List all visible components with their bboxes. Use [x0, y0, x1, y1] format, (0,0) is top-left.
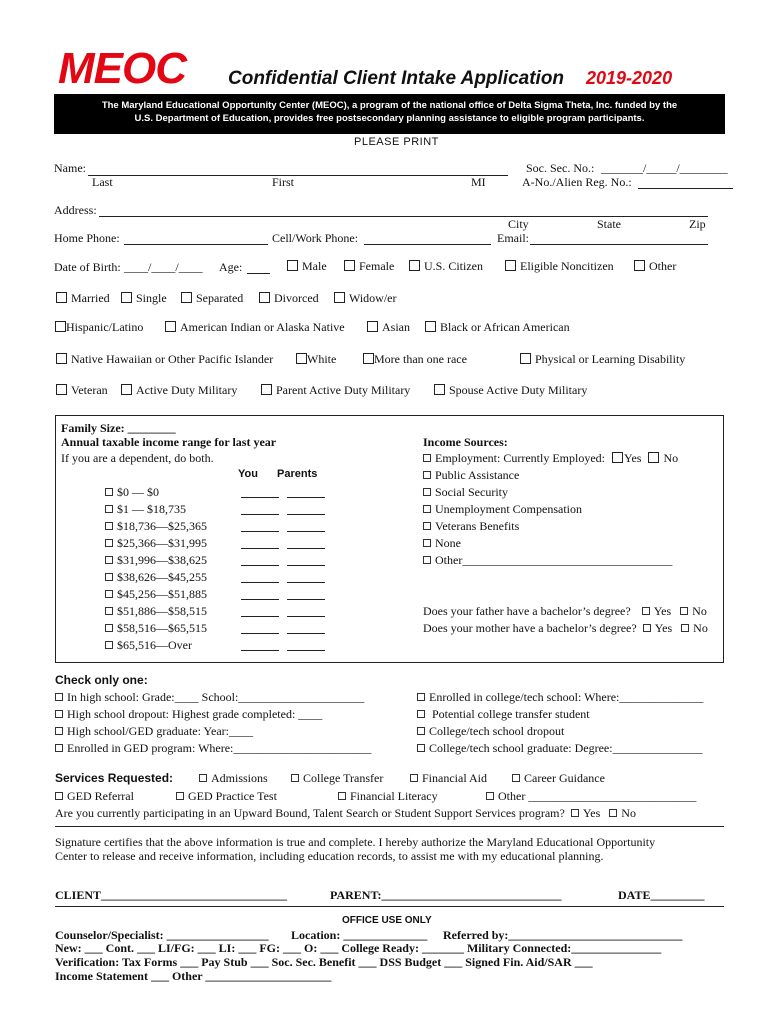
employed-no-label: No: [663, 451, 679, 465]
home-phone-label: Home Phone:: [54, 231, 120, 245]
office-verification-line: Verification: Tax Forms ___ Pay Stub ___ Soc. Sec. Benefit ___ DSS Budget ___ Signed Fin. Aid/SAR ___: [55, 955, 593, 969]
checkbox-icon[interactable]: [680, 607, 688, 615]
you-income-blank[interactable]: [241, 538, 279, 549]
parents-income-blank[interactable]: [287, 572, 325, 583]
parents-income-blank[interactable]: [287, 606, 325, 617]
disability[interactable]: [520, 352, 685, 367]
marital-divorced[interactable]: [259, 291, 319, 306]
mother-yes-label: Yes: [654, 621, 673, 635]
meoc-logo: MEOC: [58, 44, 186, 93]
checkbox-icon[interactable]: [105, 624, 113, 632]
name-label: Name:: [54, 161, 86, 175]
form-title: Confidential Client Intake Application: [228, 68, 565, 89]
marital-label: Married: [71, 291, 110, 305]
service-financial-literacy[interactable]: [338, 789, 438, 804]
checkbox-icon[interactable]: [423, 454, 431, 462]
parents-income-blank[interactable]: [287, 623, 325, 634]
checkbox-icon[interactable]: [181, 292, 192, 303]
service-label: Financial Aid: [422, 771, 487, 785]
ethnicity-white[interactable]: [296, 352, 336, 367]
signature-text-2: Center to release and receive information, including education records, to assist me with my educational planning.: [55, 849, 604, 863]
you-income-blank[interactable]: [241, 555, 279, 566]
name-mi-caption: MI: [471, 175, 486, 189]
father-no-label: No: [692, 604, 707, 618]
checkbox-icon[interactable]: [105, 488, 113, 496]
education-status-option[interactable]: [55, 741, 371, 756]
military-label: Spouse Active Duty Military: [449, 383, 588, 397]
education-status-label: College/tech school dropout: [429, 724, 565, 738]
services-heading: Services Requested:: [55, 771, 174, 785]
service-admissions[interactable]: [199, 771, 268, 786]
income-source-label: Social Security: [435, 485, 508, 499]
you-income-blank[interactable]: [241, 623, 279, 634]
parents-income-blank[interactable]: [287, 589, 325, 600]
checkbox-icon[interactable]: [423, 522, 431, 530]
ethnicity-label: Asian: [382, 320, 410, 334]
income-range-item[interactable]: [105, 485, 159, 500]
service-label: College Transfer: [303, 771, 384, 785]
name-last-caption: Last: [92, 175, 113, 189]
service-other[interactable]: [486, 789, 696, 804]
parents-income-blank[interactable]: [287, 504, 325, 515]
checkbox-icon[interactable]: [512, 774, 520, 782]
income-range-label: $51,886—$58,515: [117, 604, 207, 618]
income-range-label: $25,366—$31,995: [117, 536, 207, 550]
education-status-label: High school dropout: Highest grade completed: ____: [67, 707, 323, 721]
parents-income-blank[interactable]: [287, 555, 325, 566]
upward-question-label: Are you currently participating in an Upward Bound, Talent Search or Student Support Services program?: [55, 806, 565, 820]
checkbox-icon[interactable]: [410, 774, 418, 782]
marital-label: Divorced: [274, 291, 319, 305]
ethnicity-american-indian[interactable]: [165, 320, 345, 335]
checkbox-icon[interactable]: [417, 693, 425, 701]
checkbox-icon[interactable]: [105, 573, 113, 581]
checkbox-icon[interactable]: [121, 384, 132, 395]
marital-label: Separated: [196, 291, 244, 305]
service-label: GED Practice Test: [188, 789, 277, 803]
address-zip-caption: Zip: [689, 217, 706, 231]
employment-label: Employment: Currently Employed:: [435, 451, 605, 465]
ethnicity-black[interactable]: [425, 320, 570, 335]
ethnicity-label: Hispanic/Latino: [66, 320, 144, 334]
income-range-item[interactable]: [105, 638, 192, 653]
upward-no-label: No: [621, 806, 636, 820]
you-income-blank[interactable]: [241, 504, 279, 515]
checkbox-icon[interactable]: [261, 384, 272, 395]
mother-question-label: Does your mother have a bachelor’s degree?: [423, 621, 637, 635]
income-range-item[interactable]: [105, 604, 207, 619]
service-career-guidance[interactable]: [512, 771, 605, 786]
checkbox-icon[interactable]: [56, 353, 67, 364]
marital-label: Single: [136, 291, 167, 305]
income-range-label: $31,996—$38,625: [117, 553, 207, 567]
mother-degree-question: [423, 621, 708, 636]
checkbox-icon[interactable]: [105, 522, 113, 530]
checkbox-icon[interactable]: [648, 452, 659, 463]
us-citizen-label: U.S. Citizen: [424, 259, 483, 273]
checkbox-icon[interactable]: [105, 641, 113, 649]
checkbox-icon[interactable]: [296, 353, 307, 364]
marital-label: Widow/er: [349, 291, 397, 305]
family-size[interactable]: Family Size: ________: [61, 421, 176, 435]
military-label: Active Duty Military: [136, 383, 238, 397]
checkbox-icon[interactable]: [55, 727, 63, 735]
service-label: GED Referral: [67, 789, 134, 803]
email-label: Email:: [497, 231, 529, 245]
education-status-label: High school/GED graduate: Year:____: [67, 724, 253, 738]
parents-income-blank[interactable]: [287, 538, 325, 549]
father-yes-label: Yes: [653, 604, 672, 618]
checkbox-icon[interactable]: [165, 321, 176, 332]
income-range-label: $0 — $0: [117, 485, 159, 499]
signature-divider: [55, 826, 724, 827]
ssn-field[interactable]: _______/_____/________: [601, 161, 728, 175]
office-status-line: New: ___ Cont. ___ LI/FG: ___ LI: ___ FG: ___ O: ___ College Ready: _______ Military Connected:_______________: [55, 941, 662, 955]
checkbox-icon[interactable]: [434, 384, 445, 395]
ethnicity-more[interactable]: [363, 352, 467, 367]
income-sources-heading: Income Sources:: [423, 435, 508, 449]
income-range-item[interactable]: [105, 519, 207, 534]
male-label: Male: [302, 259, 327, 273]
checkbox-icon[interactable]: [486, 792, 494, 800]
service-label: Career Guidance: [524, 771, 605, 785]
income-range-label: $1 — $18,735: [117, 502, 186, 516]
marital-married[interactable]: [56, 291, 110, 306]
checkbox-icon[interactable]: [344, 260, 355, 271]
income-source-label: Other___________________________________: [435, 553, 673, 567]
income-source-label: Veterans Benefits: [435, 519, 520, 533]
female-label: Female: [359, 259, 395, 273]
checkbox-icon[interactable]: [571, 809, 579, 817]
header-banner: [54, 94, 725, 134]
ethnicity-label: American Indian or Alaska Native: [180, 320, 345, 334]
checkbox-icon[interactable]: [409, 260, 420, 271]
education-status-label: Enrolled in college/tech school: Where:______________: [429, 690, 704, 704]
income-range-label: $38,626—$45,255: [117, 570, 207, 584]
father-degree-question: [423, 604, 707, 619]
mother-no-label: No: [693, 621, 708, 635]
banner-line-2: U.S. Department of Education, provides free postsecondary planning assistance to eligible program participants.: [134, 113, 645, 124]
income-source-item[interactable]: [423, 536, 461, 551]
name-first-caption: First: [272, 175, 295, 189]
cell-phone-field[interactable]: [364, 232, 491, 245]
checkbox-icon[interactable]: [612, 452, 623, 463]
service-label: Other ____________________________: [498, 789, 697, 803]
income-source-item[interactable]: [423, 553, 672, 568]
income-source-item[interactable]: [423, 485, 508, 500]
checkbox-icon[interactable]: [121, 292, 132, 303]
checkbox-icon[interactable]: [423, 488, 431, 496]
checkbox-icon[interactable]: [520, 353, 531, 364]
checkbox-icon[interactable]: [367, 321, 378, 332]
address-city-caption: City: [508, 217, 529, 231]
alien-reg-label: A-No./Alien Reg. No.:: [522, 175, 632, 189]
gender-male[interactable]: [287, 259, 327, 274]
office-use-heading: OFFICE USE ONLY: [342, 915, 432, 926]
income-range-label: $45,256—$51,885: [117, 587, 207, 601]
income-range-label: $65,516—Over: [117, 638, 192, 652]
checkbox-icon[interactable]: [609, 809, 617, 817]
education-status-option[interactable]: [417, 724, 564, 739]
income-source-item[interactable]: [423, 502, 582, 517]
ethnicity-hawaiian[interactable]: [56, 352, 273, 367]
parent-signature[interactable]: PARENT:______________________________: [330, 888, 562, 902]
education-status-option[interactable]: [55, 707, 322, 722]
income-range-item[interactable]: [105, 536, 207, 551]
checkbox-icon[interactable]: [56, 384, 67, 395]
banner-line-1: The Maryland Educational Opportunity Center (MEOC), a program of the national office of Delta Sigma Theta, Inc. funded by the: [101, 100, 678, 111]
you-income-blank[interactable]: [241, 606, 279, 617]
income-source-label: Unemployment Compensation: [435, 502, 582, 516]
checkbox-icon[interactable]: [425, 321, 436, 332]
employed-yes-label: Yes: [623, 451, 642, 465]
you-column-header: You: [238, 468, 258, 480]
income-range-label: $58,516—$65,515: [117, 621, 207, 635]
checkbox-icon[interactable]: [334, 292, 345, 303]
checkbox-icon[interactable]: [259, 292, 270, 303]
income-source-item[interactable]: [423, 519, 519, 534]
checkbox-icon[interactable]: [291, 774, 299, 782]
parents-income-blank[interactable]: [287, 521, 325, 532]
service-label: Admissions: [211, 771, 268, 785]
check-only-heading: Check only one:: [55, 673, 148, 687]
alien-reg-field[interactable]: [638, 176, 733, 189]
checkbox-icon[interactable]: [199, 774, 207, 782]
checkbox-icon[interactable]: [105, 607, 113, 615]
checkbox-icon[interactable]: [55, 744, 63, 752]
service-college-transfer[interactable]: [291, 771, 383, 786]
checkbox-icon[interactable]: [55, 792, 63, 800]
ethnicity-label: More than one race: [374, 352, 467, 366]
dependent-note: If you are a dependent, do both.: [61, 451, 214, 465]
marital-widow[interactable]: [334, 291, 397, 306]
dob-label: Date of Birth:: [54, 260, 121, 274]
education-status-option[interactable]: [55, 690, 364, 705]
address-state-caption: State: [597, 217, 621, 231]
checkbox-icon[interactable]: [417, 727, 425, 735]
marital-separated[interactable]: [181, 291, 243, 306]
citizenship-us[interactable]: [409, 259, 483, 274]
you-income-blank[interactable]: [241, 589, 279, 600]
eligible-noncitizen-label: Eligible Noncitizen: [520, 259, 614, 273]
education-status-option[interactable]: [55, 724, 253, 739]
education-status-option[interactable]: [417, 741, 703, 756]
you-income-blank[interactable]: [241, 572, 279, 583]
you-income-blank[interactable]: [241, 640, 279, 651]
checkbox-icon[interactable]: [505, 260, 516, 271]
checkbox-icon[interactable]: [105, 505, 113, 513]
income-range-item[interactable]: [105, 553, 207, 568]
home-phone-field[interactable]: [124, 232, 268, 245]
checkbox-icon[interactable]: [55, 693, 63, 701]
checkbox-icon[interactable]: [55, 710, 63, 718]
checkbox-icon[interactable]: [338, 792, 346, 800]
ethnicity-label: White: [307, 352, 337, 366]
military-veteran[interactable]: [56, 383, 108, 398]
office-divider: [55, 906, 724, 907]
military-spouse[interactable]: [434, 383, 587, 398]
income-range-item[interactable]: [105, 570, 207, 585]
you-income-blank[interactable]: [241, 521, 279, 532]
signature-date[interactable]: DATE_________: [618, 888, 705, 902]
age-label: Age:: [219, 260, 243, 274]
please-print: PLEASE PRINT: [354, 136, 439, 148]
military-parent[interactable]: [261, 383, 410, 398]
client-signature[interactable]: CLIENT_______________________________: [55, 888, 288, 902]
education-status-label: College/tech school graduate: Degree:_______________: [429, 741, 703, 755]
military-label: Veteran: [71, 383, 108, 397]
ethnicity-label: Native Hawaiian or Other Pacific Islander: [71, 352, 274, 366]
service-ged-referral[interactable]: [55, 789, 134, 804]
income-source-label: Public Assistance: [435, 468, 520, 482]
income-source-label: None: [435, 536, 461, 550]
you-income-blank[interactable]: [241, 487, 279, 498]
disability-label: Physical or Learning Disability: [535, 352, 686, 366]
office-location[interactable]: Location: ______________: [291, 928, 428, 942]
citizenship-other[interactable]: [634, 259, 676, 274]
upward-yes-label: Yes: [582, 806, 601, 820]
checkbox-icon[interactable]: [363, 353, 374, 364]
office-counselor[interactable]: Counselor/Specialist: _________________: [55, 928, 269, 942]
income-range-heading: Annual taxable income range for last year: [61, 435, 277, 449]
education-status-label: In high school: Grade:____ School:_____________________: [67, 690, 365, 704]
parents-column-header: Parents: [277, 468, 318, 480]
education-status-option[interactable]: [417, 707, 590, 722]
ssn-label: Soc. Sec. No.:: [526, 161, 595, 175]
checkbox-icon[interactable]: [56, 292, 67, 303]
office-referred-by[interactable]: Referred by:_____________________________: [443, 928, 683, 942]
age-field[interactable]: [247, 261, 270, 274]
marital-single[interactable]: [121, 291, 167, 306]
checkbox-icon[interactable]: [105, 590, 113, 598]
cell-phone-label: Cell/Work Phone:: [272, 231, 359, 245]
service-financial-aid[interactable]: [410, 771, 487, 786]
address-label: Address:: [54, 203, 97, 217]
source-employment[interactable]: [423, 451, 678, 466]
service-label: Financial Literacy: [350, 789, 438, 803]
name-field[interactable]: [88, 162, 508, 176]
ethnicity-label: Black or African American: [440, 320, 570, 334]
checkbox-icon[interactable]: [423, 505, 431, 513]
checkbox-icon[interactable]: [287, 260, 298, 271]
checkbox-icon[interactable]: [176, 792, 184, 800]
address-field[interactable]: [99, 204, 708, 217]
signature-text-1: Signature certifies that the above information is true and complete. I hereby authorize the Maryland Educational Opportunity: [55, 835, 656, 849]
other-label: Other: [649, 259, 677, 273]
military-label: Parent Active Duty Military: [276, 383, 411, 397]
education-status-label: Potential college transfer student: [429, 707, 590, 721]
checkbox-icon[interactable]: [423, 539, 431, 547]
gender-female[interactable]: [344, 259, 394, 274]
income-range-item[interactable]: [105, 502, 186, 517]
parents-income-blank[interactable]: [287, 640, 325, 651]
income-range-item[interactable]: [105, 621, 207, 636]
ethnicity-asian[interactable]: [367, 320, 410, 335]
checkbox-icon[interactable]: [423, 556, 431, 564]
military-active[interactable]: [121, 383, 237, 398]
service-ged-practice[interactable]: [176, 789, 277, 804]
checkbox-icon[interactable]: [634, 260, 645, 271]
income-source-item[interactable]: [423, 468, 519, 483]
dob-field[interactable]: ____/____/____: [124, 260, 203, 274]
form-year: 2019-2020: [586, 68, 673, 88]
parents-income-blank[interactable]: [287, 487, 325, 498]
checkbox-icon[interactable]: [55, 321, 66, 332]
income-range-label: $18,736—$25,365: [117, 519, 207, 533]
education-status-label: Enrolled in GED program: Where:_______________________: [67, 741, 372, 755]
education-status-option[interactable]: [417, 690, 703, 705]
checkbox-icon[interactable]: [681, 624, 689, 632]
checkbox-icon[interactable]: [417, 744, 425, 752]
checkbox-icon[interactable]: [642, 607, 650, 615]
income-range-item[interactable]: [105, 587, 207, 602]
upward-bound-question: [55, 806, 636, 821]
checkbox-icon[interactable]: [105, 539, 113, 547]
checkbox-icon[interactable]: [417, 710, 425, 718]
father-question-label: Does your father have a bachelor’s degree?: [423, 604, 631, 618]
checkbox-icon[interactable]: [105, 556, 113, 564]
email-field[interactable]: [530, 232, 708, 245]
office-income-statement-line: Income Statement ___ Other _____________________: [55, 969, 332, 983]
checkbox-icon[interactable]: [643, 624, 651, 632]
citizenship-eligible[interactable]: [505, 259, 614, 274]
ethnicity-hispanic[interactable]: [55, 320, 143, 335]
checkbox-icon[interactable]: [423, 471, 431, 479]
